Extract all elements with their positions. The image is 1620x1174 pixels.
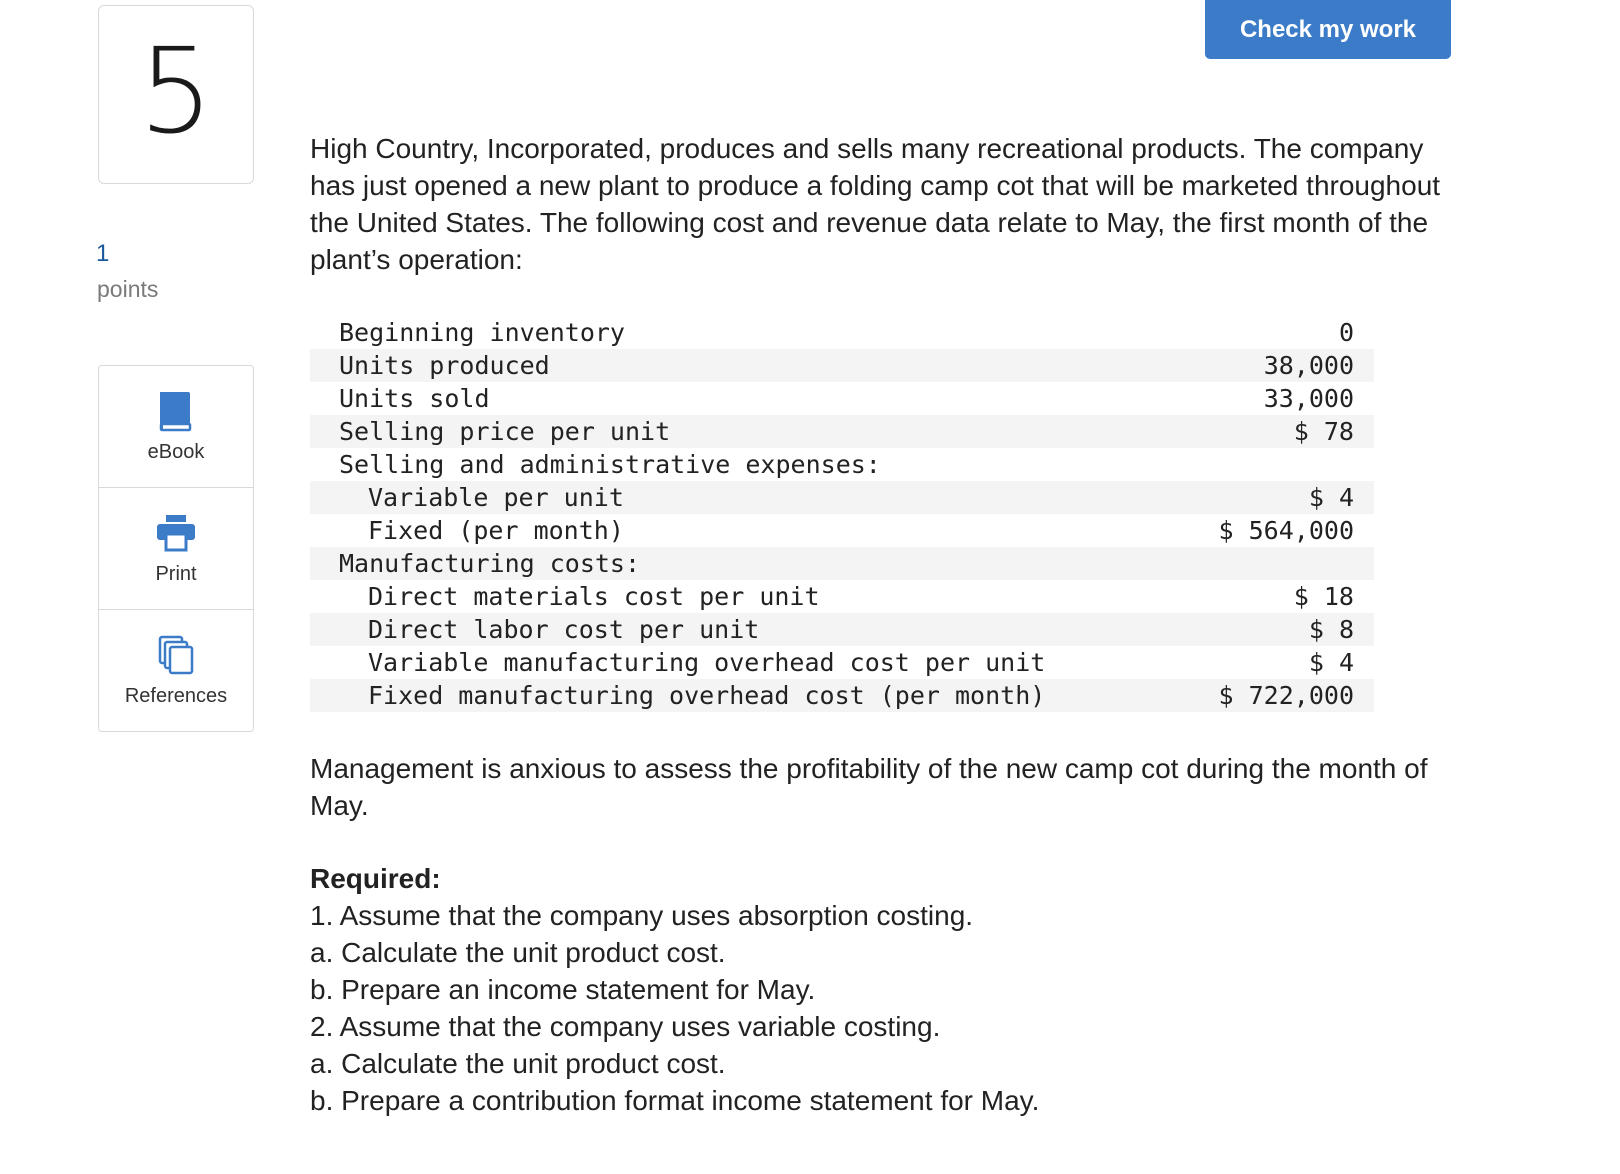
printer-icon xyxy=(156,511,196,555)
question-number: 5 xyxy=(138,21,214,160)
row-label: Beginning inventory xyxy=(339,318,625,347)
row-value xyxy=(1188,547,1374,580)
question-number-box xyxy=(98,5,254,184)
intro-paragraph: High Country, Incorporated, produces and sells many recreational products. The company has just opened a new plant to produce a folding camp cot that will be marketed throughout the United States. The following cost and revenue data relate to May, the first month of the plant’s operation: xyxy=(310,133,1441,275)
table-row xyxy=(310,646,1374,679)
references-label: References xyxy=(124,685,228,707)
row-label: Units produced xyxy=(310,349,1188,382)
row-value xyxy=(1188,448,1374,481)
row-label: Variable manufacturing overhead cost per unit xyxy=(368,648,1046,677)
table-row xyxy=(310,481,1374,514)
required-item: b. Prepare a contribution format income statement for May. xyxy=(310,1085,1040,1116)
references-icon xyxy=(158,633,194,677)
row-value: $ 564,000 xyxy=(1218,516,1354,545)
management-paragraph: Management is anxious to assess the profitability of the new camp cot during the month of May. xyxy=(310,753,1428,821)
table-row xyxy=(310,679,1374,712)
table-row xyxy=(310,382,1374,415)
required-item: 2. Assume that the company uses variable costing. xyxy=(310,1011,941,1042)
print-button[interactable] xyxy=(99,488,253,610)
row-value: $ 8 xyxy=(1188,613,1374,646)
table-row xyxy=(310,547,1374,580)
required-item: b. Prepare an income statement for May. xyxy=(310,974,816,1005)
row-label: Fixed manufacturing overhead cost (per month) xyxy=(310,679,1188,712)
required-heading: Required: xyxy=(310,863,441,894)
row-value: 0 xyxy=(1338,318,1354,347)
print-label: Print xyxy=(155,563,197,585)
row-value: 38,000 xyxy=(1188,349,1374,382)
row-label: Manufacturing costs: xyxy=(310,547,1188,580)
check-my-work-button[interactable]: Check my work xyxy=(1205,0,1451,59)
table-row xyxy=(310,514,1374,547)
table-row xyxy=(310,316,1374,349)
row-label: Variable per unit xyxy=(310,481,1188,514)
table-row xyxy=(310,613,1374,646)
row-label: Units sold xyxy=(339,384,490,413)
required-item: 1. Assume that the company uses absorption costing. xyxy=(310,900,974,931)
row-label: Direct labor cost per unit xyxy=(310,613,1188,646)
row-value: $ 4 xyxy=(1188,481,1374,514)
table-row xyxy=(310,580,1374,613)
row-value: $ 78 xyxy=(1188,415,1374,448)
references-button[interactable] xyxy=(99,610,253,731)
row-value: $ 18 xyxy=(1293,582,1354,611)
cost-revenue-table xyxy=(310,316,1374,712)
row-label: Selling and administrative expenses: xyxy=(339,450,881,479)
row-label: Fixed (per month) xyxy=(368,516,624,545)
table-row xyxy=(310,415,1374,448)
ebook-label: eBook xyxy=(147,441,205,463)
question-content xyxy=(310,130,1445,1119)
row-value: $ 722,000 xyxy=(1188,679,1374,712)
table-row xyxy=(310,349,1374,382)
row-value: $ 4 xyxy=(1308,648,1354,677)
row-value: 33,000 xyxy=(1263,384,1354,413)
required-item: a. Calculate the unit product cost. xyxy=(310,937,726,968)
row-label: Selling price per unit xyxy=(310,415,1188,448)
tools-panel xyxy=(98,365,254,732)
points-label: points xyxy=(97,276,159,302)
ebook-button[interactable] xyxy=(99,366,253,488)
table-row xyxy=(310,448,1374,481)
required-item: a. Calculate the unit product cost. xyxy=(310,1048,726,1079)
points-value: 1 xyxy=(96,240,110,267)
row-label: Direct materials cost per unit xyxy=(368,582,820,611)
book-icon xyxy=(158,389,194,433)
